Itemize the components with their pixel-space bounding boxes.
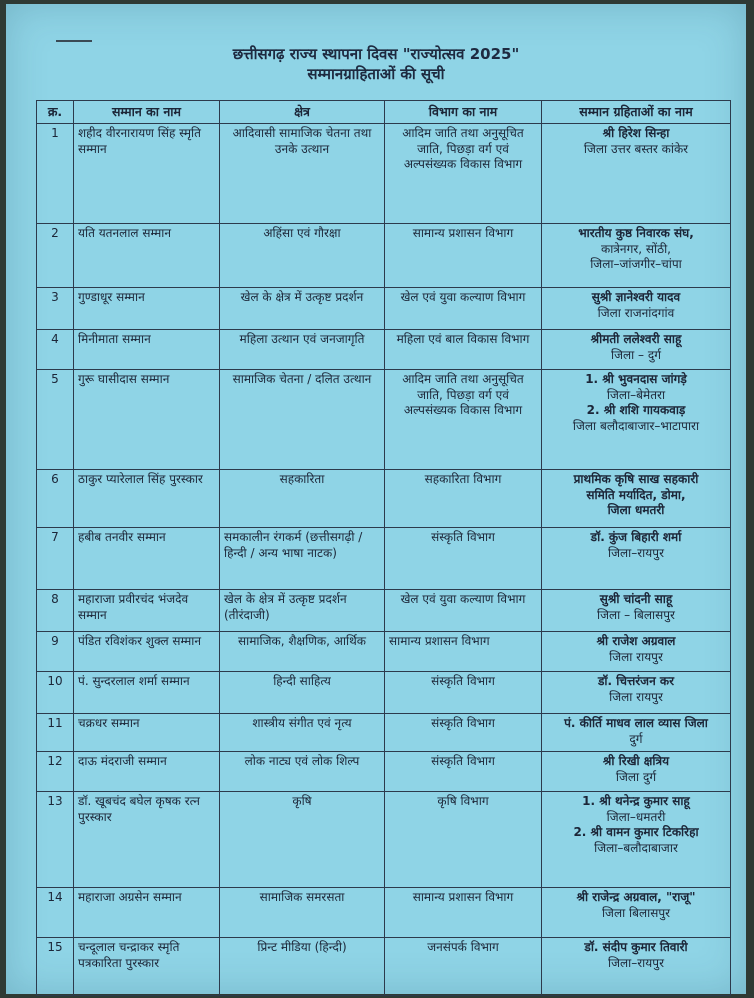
serial-cell: 12 — [37, 752, 74, 792]
department-cell: संस्कृति विभाग — [385, 672, 542, 714]
field-cell: महिला उत्थान एवं जनजागृति — [220, 330, 385, 370]
recipient-district: जिला रायपुर — [609, 649, 663, 664]
recipient-cell — [542, 224, 731, 288]
recipient-name: श्री हिरेश सिन्हा — [602, 126, 670, 141]
recipient-name: 1. श्री भुवनदास जांगड़े — [585, 372, 687, 387]
serial-cell: 1 — [37, 124, 74, 224]
recipient-name: श्री राजेन्द्र अग्रवाल, "राजू" — [576, 890, 696, 905]
recipient-name: डॉ. चित्तरंजन कर — [597, 674, 675, 689]
recipient-name: प्राथमिक कृषि साख सहकारी — [573, 472, 699, 487]
award-cell: चक्रधर सम्मान — [74, 714, 220, 752]
table-row — [37, 752, 731, 792]
recipient-district: जिला धमतरी — [607, 503, 665, 518]
award-cell: महाराजा प्रवीरचंद भंजदेव सम्मान — [74, 590, 220, 632]
recipient-district: जिला – दुर्ग — [610, 347, 661, 362]
table-row — [37, 632, 731, 672]
serial-cell: 11 — [37, 714, 74, 752]
award-cell: यति यतनलाल सम्मान — [74, 224, 220, 288]
award-cell: गुरू घासीदास सम्मान — [74, 370, 220, 470]
recipient-name: 1. श्री थनेन्द्र कुमार साहू — [582, 794, 690, 809]
recipient-cell — [542, 124, 731, 224]
field-cell: अहिंसा एवं गौरक्षा — [220, 224, 385, 288]
recipient-cell — [542, 370, 731, 470]
recipient-name: डॉ. संदीप कुमार तिवारी — [584, 940, 688, 955]
recipient-name: डॉ. कुंज बिहारी शर्मा — [590, 530, 682, 545]
serial-cell: 10 — [37, 672, 74, 714]
recipient-cell — [542, 714, 731, 752]
recipient-address: समिति मर्यादित, डोमा, — [586, 487, 686, 502]
table-row — [37, 370, 731, 470]
department-cell: संस्कृति विभाग — [385, 528, 542, 590]
field-cell: आदिवासी सामाजिक चेतना तथा उनके उत्थान — [220, 124, 385, 224]
field-cell: सहकारिता — [220, 470, 385, 528]
table-row — [37, 590, 731, 632]
header-field: क्षेत्र — [220, 101, 385, 124]
recipient-district: जिला–बेमेतरा — [606, 387, 666, 402]
recipient-district: जिला–रायपुर — [608, 955, 664, 970]
table-row — [37, 792, 731, 888]
recipient-name: 2. श्री वामन कुमार टिकरिहा — [573, 825, 699, 840]
pen-mark — [56, 40, 92, 42]
header-recipient: सम्मान ग्रहिताओं का नाम — [542, 101, 731, 124]
recipient-cell — [542, 288, 731, 330]
department-cell: महिला एवं बाल विकास विभाग — [385, 330, 542, 370]
recipient-district: जिला–बलौदाबाजार — [594, 841, 678, 856]
field-cell: सामाजिक समरसता — [220, 888, 385, 938]
department-cell: आदिम जाति तथा अनुसूचित जाति, पिछड़ा वर्ग एवं अल्पसंख्यक विकास विभाग — [385, 370, 542, 470]
department-cell: सामान्य प्रशासन विभाग — [385, 632, 542, 672]
field-cell: सामाजिक, शैक्षणिक, आर्थिक — [220, 632, 385, 672]
serial-cell: 3 — [37, 288, 74, 330]
table-row — [37, 288, 731, 330]
serial-cell: 6 — [37, 470, 74, 528]
recipient-cell — [542, 888, 731, 938]
recipient-district: जिला दुर्ग — [615, 769, 657, 784]
recipient-cell — [542, 632, 731, 672]
serial-cell: 13 — [37, 792, 74, 888]
table-row — [37, 330, 731, 370]
serial-cell: 8 — [37, 590, 74, 632]
award-cell: हबीब तनवीर सम्मान — [74, 528, 220, 590]
award-cell: पंडित रविशंकर शुक्ल सम्मान — [74, 632, 220, 672]
department-cell: जनसंपर्क विभाग — [385, 938, 542, 996]
award-cell: चन्दूलाल चन्द्राकर स्मृति पत्रकारिता पुरस्कार — [74, 938, 220, 996]
document-subtitle: सम्मानग्राहिताओं की सूची — [307, 65, 445, 83]
department-cell: संस्कृति विभाग — [385, 714, 542, 752]
recipient-name: भारतीय कुष्ठ निवारक संघ, — [578, 226, 694, 241]
recipient-cell — [542, 528, 731, 590]
recipient-district: जिला बिलासपुर — [601, 905, 671, 920]
table-row — [37, 528, 731, 590]
award-cell: मिनीमाता सम्मान — [74, 330, 220, 370]
recipient-name: 2. श्री शशि गायकवाड़ — [586, 403, 686, 418]
recipient-name: श्री रिखी क्षत्रिय — [602, 754, 670, 769]
recipient-cell — [542, 330, 731, 370]
serial-cell: 2 — [37, 224, 74, 288]
recipient-district: जिला–रायपुर — [608, 545, 664, 560]
serial-cell: 7 — [37, 528, 74, 590]
recipient-district: जिला रायपुर — [609, 689, 663, 704]
department-cell: सहकारिता विभाग — [385, 470, 542, 528]
department-cell: आदिम जाति तथा अनुसूचित जाति, पिछड़ा वर्ग एवं अल्पसंख्यक विकास विभाग — [385, 124, 542, 224]
recipient-district: जिला–जांजगीर–चांपा — [590, 257, 682, 272]
recipient-name: श्रीमती ललेश्वरी साहू — [590, 332, 682, 347]
field-cell: कृषि — [220, 792, 385, 888]
department-cell: संस्कृति विभाग — [385, 752, 542, 792]
header-award-name: सम्मान का नाम — [74, 101, 220, 124]
header-department: विभाग का नाम — [385, 101, 542, 124]
table-row — [37, 938, 731, 996]
recipient-name: श्री राजेश अग्रवाल — [596, 634, 676, 649]
recipient-cell — [542, 470, 731, 528]
field-cell: खेल के क्षेत्र में उत्कृष्ट प्रदर्शन — [220, 288, 385, 330]
department-cell: सामान्य प्रशासन विभाग — [385, 888, 542, 938]
field-cell: लोक नाट्य एवं लोक शिल्प — [220, 752, 385, 792]
department-cell: कृषि विभाग — [385, 792, 542, 888]
table-row — [37, 470, 731, 528]
recipient-district: जिला राजनांदगांव — [597, 305, 675, 320]
table-row — [37, 124, 731, 224]
recipient-name: सुश्री चांदनी साहू — [599, 592, 673, 607]
department-cell: सामान्य प्रशासन विभाग — [385, 224, 542, 288]
recipient-name: पं. कीर्ति माधव लाल व्यास जिला — [564, 716, 708, 731]
table-header-row — [37, 101, 731, 124]
recipient-address: कात्रेनगर, सोंठी, — [600, 241, 672, 256]
award-cell: पं. सुन्दरलाल शर्मा सम्मान — [74, 672, 220, 714]
award-cell: गुण्डाधूर सम्मान — [74, 288, 220, 330]
recipient-cell — [542, 590, 731, 632]
header-serial: क्र. — [37, 101, 74, 124]
award-cell: शहीद वीरनारायण सिंह स्मृति सम्मान — [74, 124, 220, 224]
award-cell: डॉ. खूबचंद बघेल कृषक रत्न पुरस्कार — [74, 792, 220, 888]
recipient-cell — [542, 752, 731, 792]
field-cell: हिन्दी साहित्य — [220, 672, 385, 714]
awardees-table — [36, 100, 731, 996]
recipient-district: जिला उत्तर बस्तर कांकेर — [583, 141, 689, 156]
recipient-district: दुर्ग — [629, 731, 643, 746]
recipient-district: जिला बलौदाबाजार–भाटापारा — [572, 419, 700, 434]
document-sheet — [6, 4, 746, 994]
field-cell: खेल के क्षेत्र में उत्कृष्ट प्रदर्शन (तीरंदाजी) — [220, 590, 385, 632]
table-row — [37, 224, 731, 288]
recipient-cell — [542, 792, 731, 888]
award-cell: महाराजा अग्रसेन सम्मान — [74, 888, 220, 938]
document-title: छत्तीसगढ़ राज्य स्थापना दिवस "राज्योत्सव 2025" — [232, 45, 520, 63]
recipient-name: सुश्री ज्ञानेश्वरी यादव — [591, 290, 681, 305]
serial-cell: 5 — [37, 370, 74, 470]
field-cell: सामाजिक चेतना / दलित उत्थान — [220, 370, 385, 470]
recipient-cell — [542, 938, 731, 996]
field-cell: शास्त्रीय संगीत एवं नृत्य — [220, 714, 385, 752]
recipient-cell — [542, 672, 731, 714]
department-cell: खेल एवं युवा कल्याण विभाग — [385, 288, 542, 330]
serial-cell: 15 — [37, 938, 74, 996]
serial-cell: 14 — [37, 888, 74, 938]
table-row — [37, 672, 731, 714]
field-cell: समकालीन रंगकर्म (छत्तीसगढ़ी / हिन्दी / अन्य भाषा नाटक) — [220, 528, 385, 590]
recipient-district: जिला – बिलासपुर — [597, 607, 675, 622]
table-row — [37, 888, 731, 938]
serial-cell: 4 — [37, 330, 74, 370]
award-cell: दाऊ मंदराजी सम्मान — [74, 752, 220, 792]
award-cell: ठाकुर प्यारेलाल सिंह पुरस्कार — [74, 470, 220, 528]
recipient-district: जिला–धमतरी — [606, 809, 666, 824]
serial-cell: 9 — [37, 632, 74, 672]
department-cell: खेल एवं युवा कल्याण विभाग — [385, 590, 542, 632]
field-cell: प्रिन्ट मीडिया (हिन्दी) — [220, 938, 385, 996]
table-row — [37, 714, 731, 752]
table-body — [37, 124, 731, 996]
